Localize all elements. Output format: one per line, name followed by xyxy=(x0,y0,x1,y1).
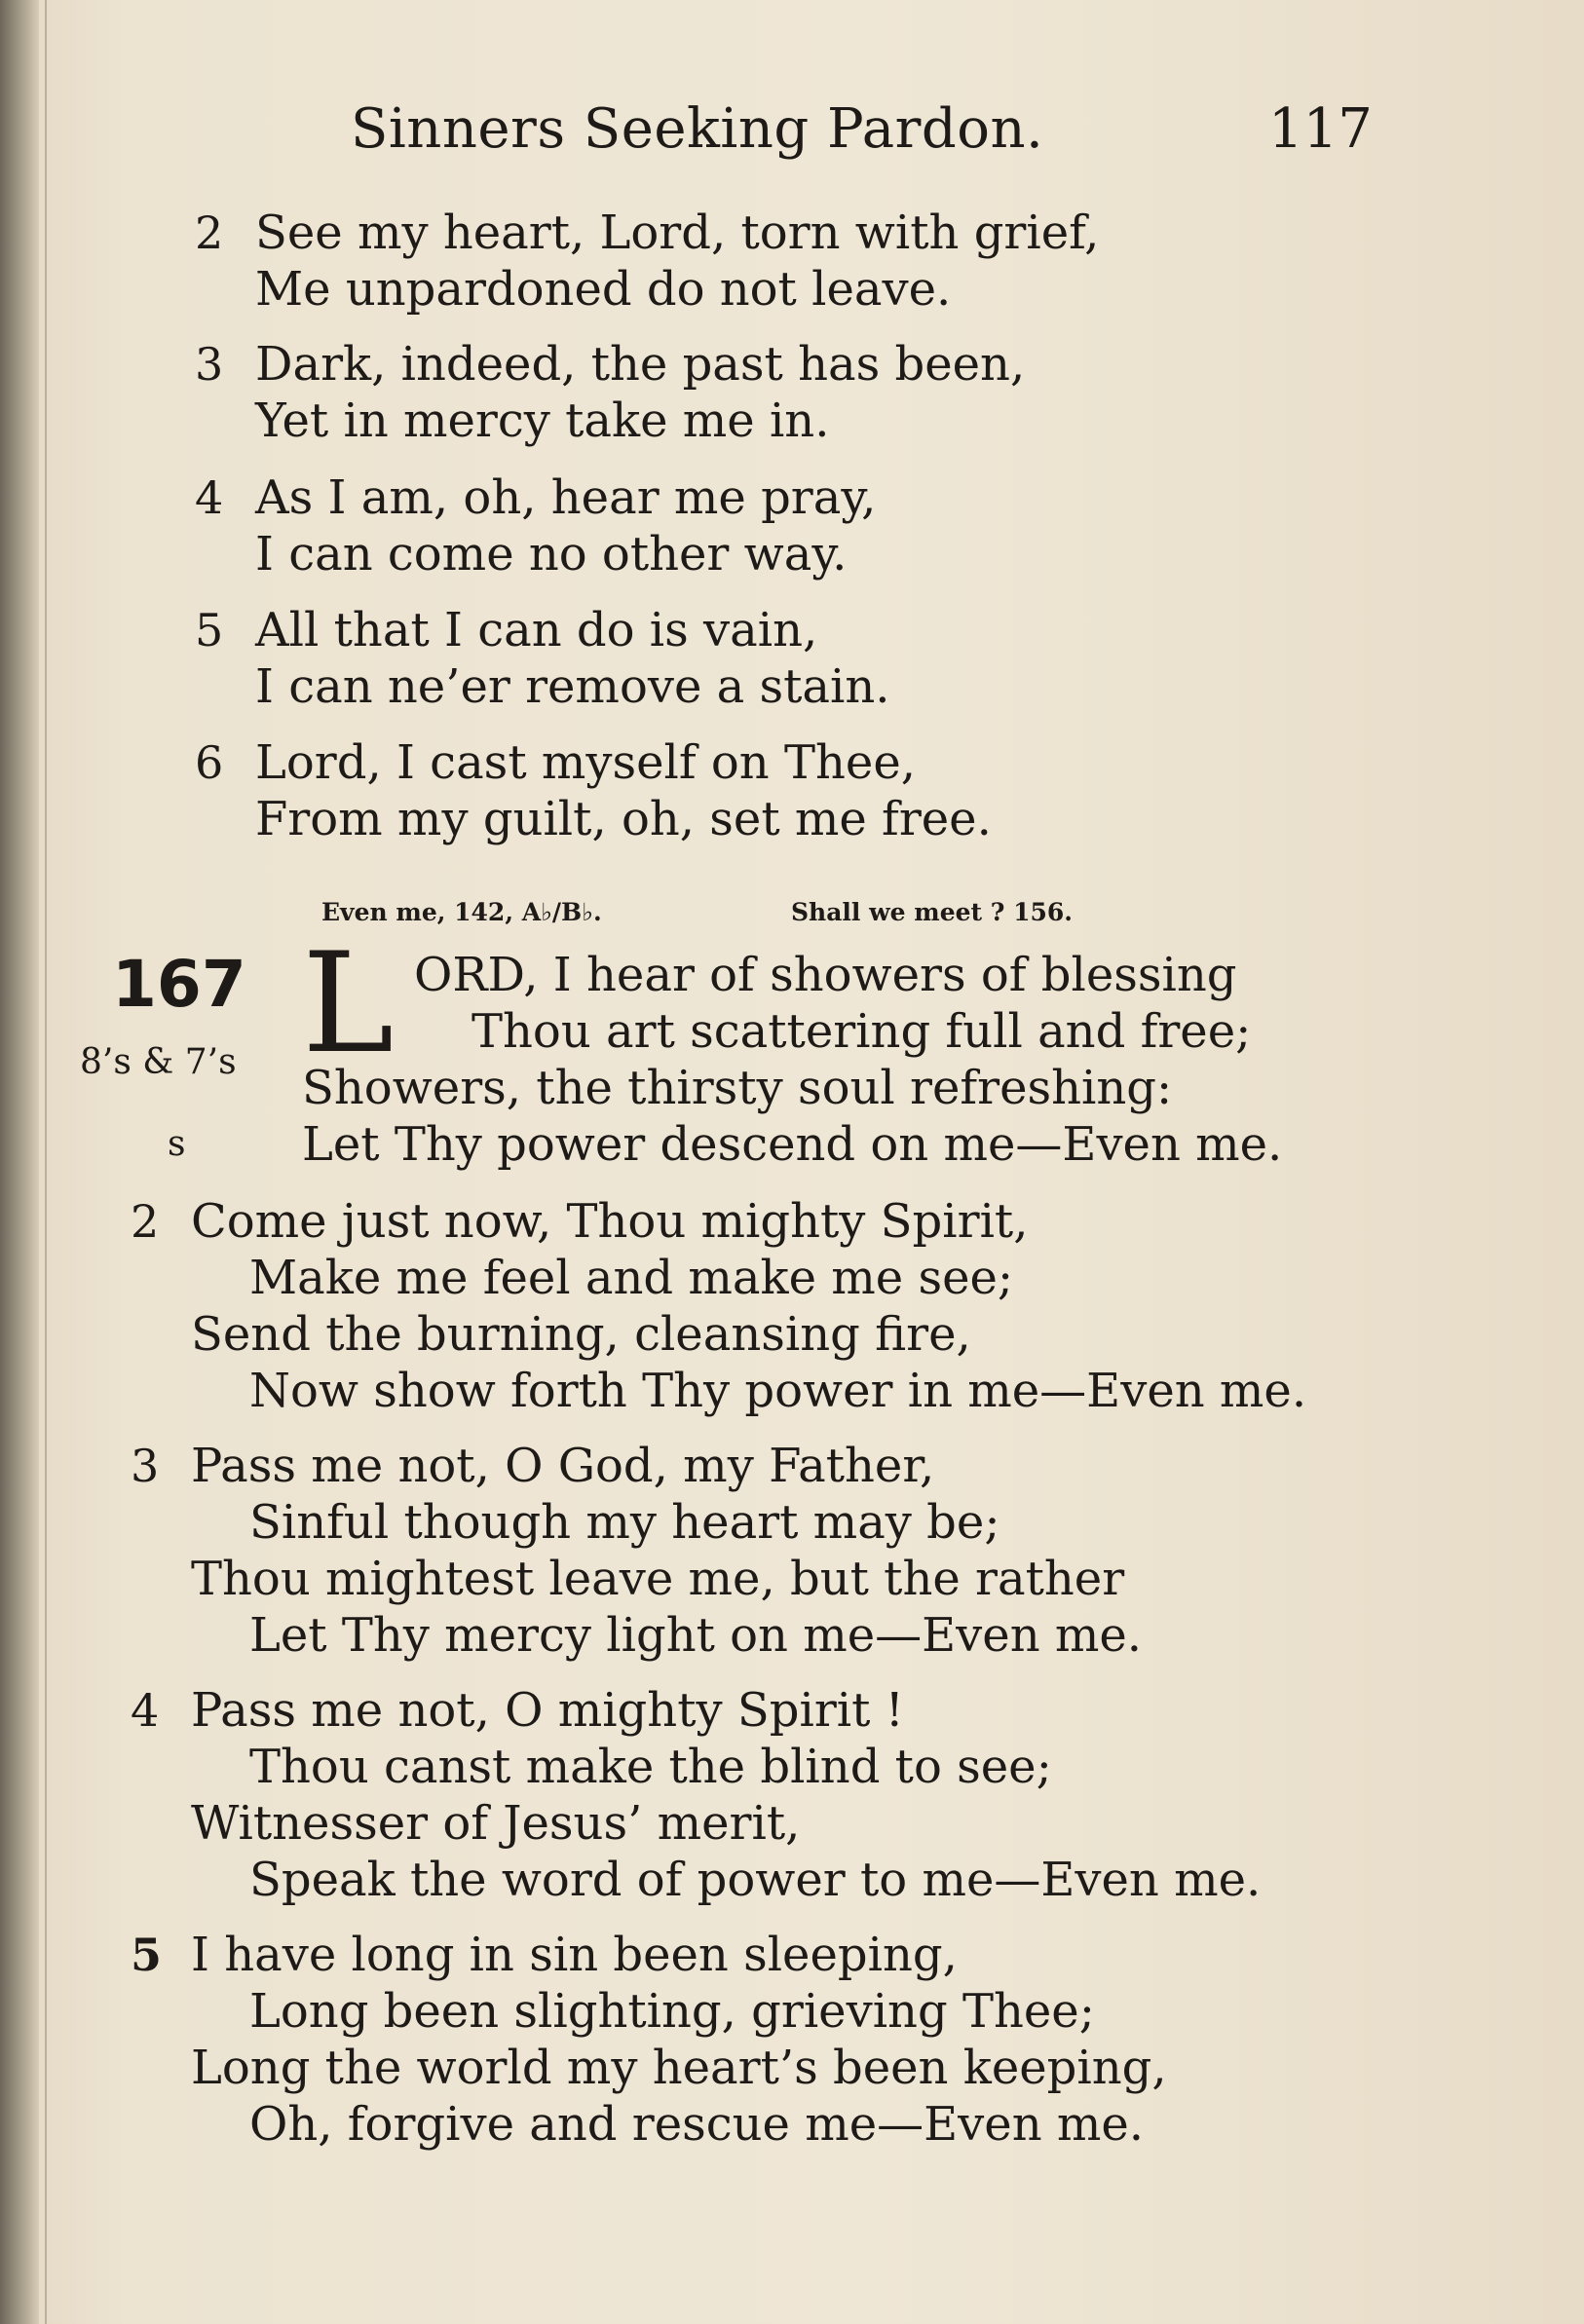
verse-number-3: 3 xyxy=(131,1440,160,1492)
prev-verse-number-5: 5 xyxy=(195,604,224,656)
verse-number-5: 5 xyxy=(131,1929,163,1981)
prev-verse-4-line-2: I can come no other way. xyxy=(255,527,848,581)
prev-verse-number-3: 3 xyxy=(195,338,224,391)
verse-3-line-4: Let Thy mercy light on me—Even me. xyxy=(249,1608,1143,1663)
verse-4-line-2: Thou canst make the blind to see; xyxy=(249,1740,1052,1794)
hymn-number: 167 xyxy=(112,947,246,1022)
prev-verse-6-line-2: From my guilt, oh, set me free. xyxy=(255,792,992,846)
verse-4-line-3: Witnesser of Jesus’ merit, xyxy=(191,1796,801,1851)
prev-verse-3-line-2: Yet in mercy take me in. xyxy=(255,394,830,448)
verse-4-line-1: Pass me not, O mighty Spirit ! xyxy=(191,1683,904,1738)
verse-3-line-1: Pass me not, O God, my Father, xyxy=(191,1439,935,1493)
verse-2-line-4: Now show forth Thy power in me—Even me. xyxy=(249,1364,1307,1418)
prev-verse-number-4: 4 xyxy=(195,471,224,524)
tune-reference-left: Even me, 142, A♭/B♭. xyxy=(321,898,602,926)
verse-2-line-3: Send the burning, cleansing fire, xyxy=(191,1307,971,1362)
page-number: 117 xyxy=(1268,97,1373,161)
verse-2-line-1: Come just now, Thou mighty Spirit, xyxy=(191,1194,1029,1249)
verse-2-line-2: Make me feel and make me see; xyxy=(249,1251,1014,1305)
book-binding-shadow xyxy=(0,0,39,2324)
verse-5-line-3: Long the world my heart’s been keeping, xyxy=(191,2041,1167,2095)
verse-1-line-4: Let Thy power descend on me—Even me. xyxy=(302,1117,1283,1172)
hymn-meter: 8’s & 7’s xyxy=(80,1042,237,1082)
prev-verse-2-line-1: See my heart, Lord, torn with grief, xyxy=(255,206,1100,260)
verse-5-line-1: I have long in sin been sleeping, xyxy=(191,1928,958,1982)
running-header: Sinners Seeking Pardon. xyxy=(351,97,1044,161)
verse-5-line-2: Long been slighting, grieving Thee; xyxy=(249,1984,1095,2039)
tune-reference-right: Shall we meet ? 156. xyxy=(791,898,1074,926)
binding-edge xyxy=(45,0,47,2324)
prev-verse-2-line-2: Me unpardoned do not leave. xyxy=(255,262,952,317)
verse-1-line-2: Thou art scattering full and free; xyxy=(471,1004,1252,1059)
verse-3-line-3: Thou mightest leave me, but the rather xyxy=(191,1552,1125,1606)
prev-verse-6-line-1: Lord, I cast myself on Thee, xyxy=(255,735,916,790)
prev-verse-number-2: 2 xyxy=(195,206,224,259)
verse-5-line-4: Oh, forgive and rescue me—Even me. xyxy=(249,2097,1145,2152)
prev-verse-3-line-1: Dark, indeed, the past has been, xyxy=(255,337,1026,392)
verse-1-line-3: Showers, the thirsty soul refreshing: xyxy=(302,1061,1173,1115)
prev-verse-5-line-2: I can ne’er remove a stain. xyxy=(255,659,890,714)
hymn-meter-suffix: s xyxy=(168,1124,186,1164)
verse-number-4: 4 xyxy=(131,1684,160,1737)
prev-verse-4-line-1: As I am, oh, hear me pray, xyxy=(255,470,877,525)
prev-verse-number-6: 6 xyxy=(195,736,224,789)
prev-verse-5-line-1: All that I can do is vain, xyxy=(255,603,818,657)
verse-1-line-1: ORD, I hear of showers of blessing xyxy=(414,948,1237,1002)
verse-3-line-2: Sinful though my heart may be; xyxy=(249,1495,1000,1550)
verse-4-line-4: Speak the word of power to me—Even me. xyxy=(249,1853,1262,1907)
verse-number-2: 2 xyxy=(131,1195,160,1248)
drop-cap-letter: L xyxy=(302,923,395,1084)
